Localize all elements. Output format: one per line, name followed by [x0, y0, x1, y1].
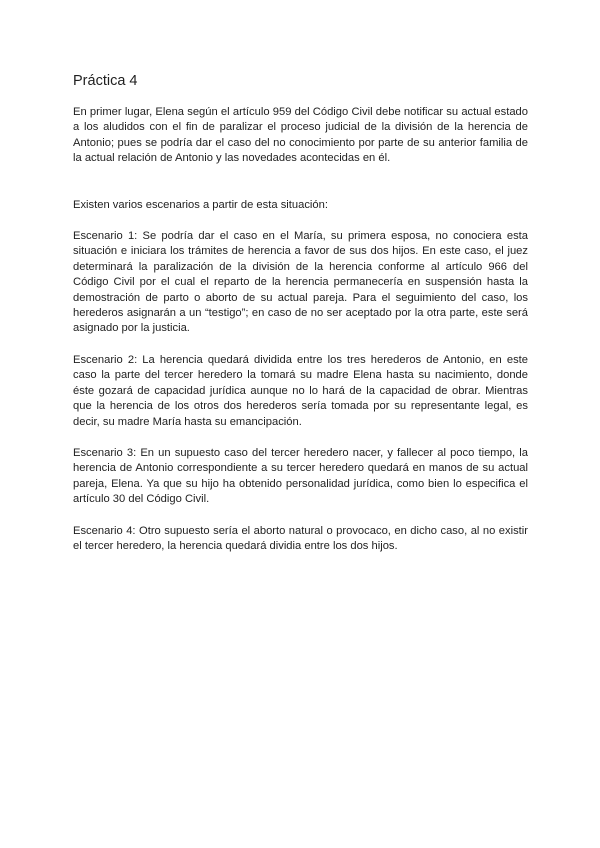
intro-paragraph: En primer lugar, Elena según el artículo 959 del Código Civil debe notificar su actual estado a los aludidos con el fin de paralizar el proceso judicial de la división de la herencia de Antonio; pues se podría dar el caso del no conocimiento por parte de su anterior familia de la actual relación de Antonio y las novedades acontecidas en él.	[73, 106, 528, 165]
scenario-3-paragraph: Escenario 3: En un supuesto caso del tercer heredero nacer, y fallecer al poco tiempo, la herencia de Antonio correspondiente a su tercer heredero quedará en manos de su actual pareja, Elena. Ya que su hijo ha obtenido personalidad jurídica, como bien lo especifica el artículo 30 del Código Civil.	[73, 446, 528, 506]
scenario-1-paragraph: Escenario 1: Se podría dar el caso en el María, su primera esposa, no conociera esta situación e iniciara los trámites de herencia a favor de sus dos hijos. En este caso, el juez determinará la paralización de la división de la herencia conforme al artículo 966 del Código Civil por el cual el reparto de la herencia permanecería en suspensión hasta la demostración de parto o aborto de su actual pareja. Para el seguimiento del caso, los herederos asignarán a un “testigo”; en caso de no ser aceptado por la otra parte, este será asignado por la justicia.	[73, 230, 528, 335]
scenario-4-paragraph: Escenario 4: Otro supuesto sería el aborto natural o provocaco, en dicho caso, al no existir el tercer heredero, la herencia quedará dividia entre los dos hijos.	[73, 524, 528, 552]
scenario-2-paragraph: Escenario 2: La herencia quedará dividida entre los tres herederos de Antonio, en este caso la parte del tercer heredero la tomará su madre Elena hasta su nacimiento, donde éste gozará de capacidad jurídica aunque no lo hará de la capacidad de obrar. Mientras que la herencia de los otros dos herederos sería tomada por su representante legal, es decir, su madre María hasta su emancipación.	[73, 353, 528, 428]
document-body	[73, 105, 528, 570]
scenarios-lead-paragraph: Existen varios escenarios a partir de esta situación:	[73, 198, 328, 211]
page-title: Práctica 4	[73, 73, 138, 89]
